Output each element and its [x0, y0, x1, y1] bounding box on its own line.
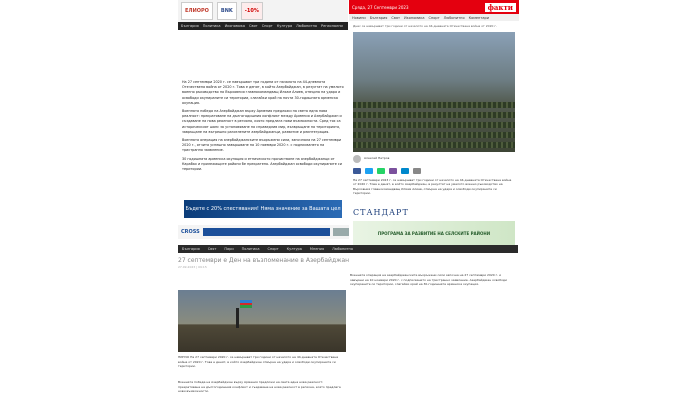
nav-item[interactable]: Коментари [468, 15, 489, 20]
nav-item[interactable]: Мнения [309, 247, 325, 251]
nav-item[interactable]: България [181, 24, 199, 28]
paragraph: 30 годишната арменска окупация и етническото прочистване на азербайджанци от Карабах и прилежащите райони бе прекратено. Азербайджан освободи окупираните си територии. [182, 156, 342, 172]
nav-item[interactable]: Спорт [267, 247, 279, 251]
flag-photo [178, 290, 346, 352]
main-nav [178, 22, 348, 30]
news-page-bottom [178, 245, 518, 420]
nav-item[interactable]: Култура [286, 247, 302, 251]
twitter-icon[interactable] [365, 168, 373, 174]
share-bar [349, 166, 519, 176]
article-body [178, 80, 348, 172]
standart-banner[interactable] [349, 198, 519, 221]
avatar [353, 155, 361, 163]
photo-caption: Днес се навършват три години от началото на 44-дневната Отечествена война от 2020 г. [353, 24, 497, 28]
ad-brand: CROSS [181, 229, 200, 235]
nav-item[interactable]: Политика [241, 247, 260, 251]
nav-item[interactable]: Пари [224, 247, 234, 251]
top-ad-bar[interactable] [178, 0, 348, 22]
viber-icon[interactable] [389, 168, 397, 174]
parade-photo [353, 32, 515, 152]
flag-icon [240, 300, 252, 308]
author-name[interactable]: Алексей Петров [364, 156, 390, 161]
article-body-left: Военната победа на Азербайджан върху Армения предложи на света една нова реалност: прекратяване на дългогодишния конфликт и създаване на нова реалност в региона, която предлага нови възможности. [178, 380, 341, 393]
nav-item[interactable]: Регионални [321, 24, 343, 28]
nav-item[interactable]: Новини [352, 15, 366, 20]
author-row [349, 152, 519, 166]
nav-item[interactable]: Спорт [261, 24, 273, 28]
nav-item[interactable]: Свят [207, 247, 217, 251]
ad-banner[interactable]: BNK [217, 2, 237, 20]
ad-banner[interactable]: ЕЛИОРО [181, 2, 213, 20]
standart-logo: СТАНДАРТ [353, 207, 409, 217]
nav-item[interactable]: Любопитно [296, 24, 318, 28]
nav-item[interactable]: Свят [249, 24, 258, 28]
news-page-left [178, 0, 348, 235]
bottom-nav [178, 245, 518, 253]
site-logo[interactable]: факти [485, 3, 516, 12]
whatsapp-icon[interactable] [377, 168, 385, 174]
email-icon[interactable] [413, 168, 421, 174]
header-date: Сряда, 27 Септември 2023 [352, 4, 409, 10]
ad-banner[interactable]: -10% [241, 2, 263, 20]
nav-item[interactable]: Любопитно [332, 247, 353, 251]
site-header [349, 0, 519, 14]
paragraph: На 27 септември 2020 г. се навършват три години от началото на 44-дневната Отечествена война от 2020 г. Това е денят, в който Азербайджан, в резултат на умелото военно ръководство на Върховния главнокомандващ Илхам Алиев, отвърна на удара и освободи окупираните си територии, слагайки край на почти 30-годишната арменска окупация. [182, 80, 344, 105]
nav-item[interactable]: Култура [276, 24, 293, 28]
green-ad[interactable]: ПРОГРАМА ЗА РАЗВИТИЕ НА СЕЛСКИТЕ РАЙОНИ [353, 221, 515, 247]
photo-caption: НИНЧО На 27 септември 2020 г. се навършват три години от началото на 44-дневната Отечествена война от 2020 г. Това е денят, в който Азербайджан отвърна на удара и освободи окупираните си територии. [178, 355, 339, 368]
telegram-icon[interactable] [401, 168, 409, 174]
article-body-right: Военната операция на азербайджанските въоръжени сили започна на 27 септември 2020 г. и завърши на 10 ноември 2020 г. с подписването на тристранно заявление. Азербайджан освободи окупираните си територии, слагайки край на 30-годишната арменска окупация. [350, 273, 507, 286]
facebook-icon[interactable] [353, 168, 361, 174]
nav-item[interactable]: Свят [391, 15, 401, 20]
nav-item[interactable]: Политика [202, 24, 221, 28]
article-title: 27 септември е Ден на възпоменание в Азербайджан [178, 257, 350, 264]
sub-nav [349, 14, 519, 21]
paragraph: Военната победа на Азербайджан върху Армения предложи на света една нова реалност: прекратяване на дългогодишния конфликт между Армения и Азербайджан и създаване на нова реалност в региона, която предлага нови възможности. Сред тях са историческият шанс за установяване на справедлив мир, възвръщане на територията, завръщане на вътрешно разселените азербайджанци, развитие и реинтеграция. [182, 109, 342, 134]
article-meta: 27.09.2023 | 09:15 [178, 265, 207, 269]
nav-item[interactable]: България [369, 15, 388, 20]
cross-ad[interactable] [178, 225, 354, 239]
news-page-right [349, 0, 519, 262]
nav-item[interactable]: Любопитно [443, 15, 465, 20]
nav-item[interactable]: Спорт [428, 15, 440, 20]
paragraph: Военната операция на азербайджанските въоръжени сили, започнала на 27 септември 2020 г., отчита успешно завършване на 10 ноември 2020 г. с подписването на тристранно заявление. [182, 138, 342, 153]
nav-item[interactable]: Икономика [404, 15, 425, 20]
promo-banner[interactable]: Бъдете с 20% спестявания! Няма значение за Вашата цел [184, 200, 342, 218]
article-paragraph: На 27 септември 2023 г. се навършват три години от началото на 44-дневната Отечествена война от 2020 г. Това е денят, в който Азербайджан, в резултат на умелото военно ръководство на Върховния главнокомандващ Илхам Алиев, отвърна на удара и освободи окупираните си територии. [353, 177, 512, 195]
nav-item[interactable]: Икономика [224, 24, 246, 28]
nav-item[interactable]: България [182, 247, 200, 251]
